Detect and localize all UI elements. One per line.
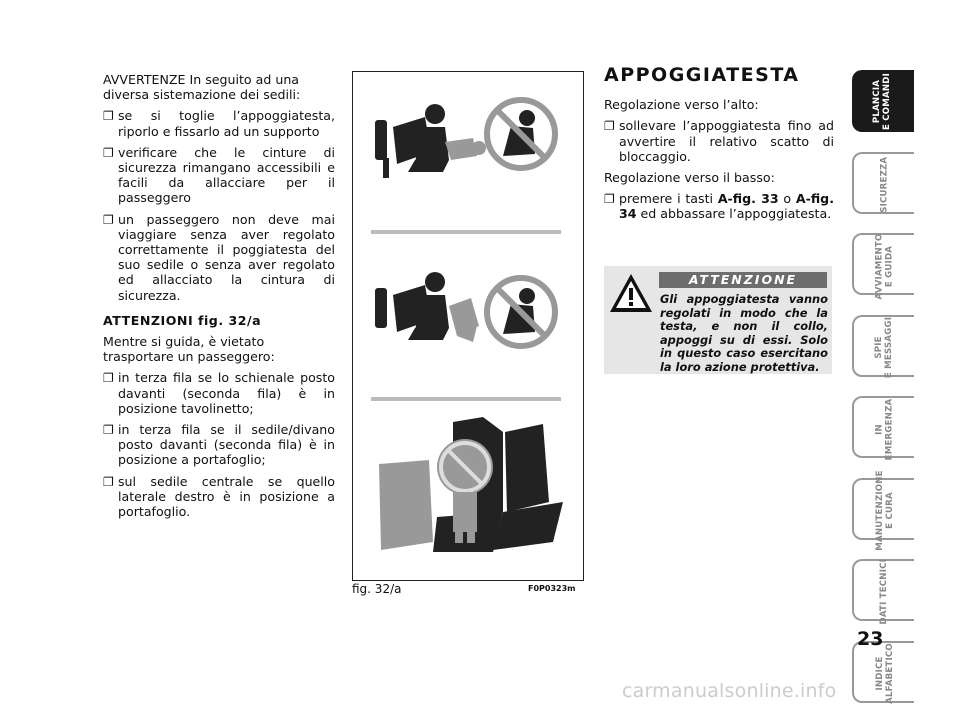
watermark: carmanualsonline.info: [622, 680, 837, 702]
tab-label: [854, 561, 916, 623]
driver-figure-middle: [375, 272, 449, 340]
tab-sicurezza[interactable]: [852, 152, 914, 214]
tab-label-text: DATI TECNICI: [879, 559, 890, 625]
separator-line-2: [371, 397, 561, 401]
list-item: ❐ in terza fila se il sedile/divano posto davanti (seconda fila) è in posizione a portafoglio;: [103, 422, 335, 468]
tab-label-text: SPIE E MESSAGGI: [874, 316, 894, 379]
adjust-down-label: Regolazione verso il basso:: [604, 170, 775, 186]
tab-label: [854, 643, 916, 705]
right-column: [604, 64, 834, 228]
adjust-up-label: Regolazione verso l’alto:: [604, 97, 759, 113]
tab-avviamento-e-guida[interactable]: [852, 233, 914, 299]
seat-layout-figure: [379, 417, 563, 552]
warning-box: [604, 266, 832, 374]
tab-dati-tecnici[interactable]: [852, 559, 914, 625]
folded-seat-figure: [449, 298, 479, 342]
list-item: ❐ sollevare l’appoggiatesta fino ad avvertire il relativo scatto di bloccaggio.: [604, 118, 834, 164]
tab-spie-e-messaggi[interactable]: [852, 315, 914, 377]
tab-label: [854, 154, 916, 216]
driver-figure-top: [375, 104, 449, 178]
tab-in-emergenza[interactable]: [852, 396, 914, 458]
checkbox-bullet-icon: ❐: [103, 474, 114, 489]
prohibition-icon: [487, 100, 555, 168]
page-number: 23: [857, 628, 884, 650]
tab-label-text: INDICE ALFABETICO: [874, 643, 894, 704]
tab-label-text: SICUREZZA: [879, 156, 890, 213]
seat-illustration: [353, 72, 583, 580]
list-item: ❐ in terza fila se lo schienale posto davanti (seconda fila) è in posizione tavolinetto;: [103, 370, 335, 416]
prohibition-icon-2: [487, 278, 555, 346]
checkbox-bullet-icon: ❐: [103, 109, 114, 124]
tab-label: [852, 70, 914, 132]
tab-label: [854, 398, 916, 460]
figure-32a: [352, 71, 584, 581]
list-item: ❐ un passeggero non deve mai viaggiare senza aver regolato correttamente il poggiatesta del suo sedile o senza aver regolato ed allacciato la cintura di sicurezza.: [103, 211, 335, 303]
checkbox-bullet-icon: ❐: [103, 212, 114, 227]
tab-label: [854, 470, 916, 551]
checkbox-bullet-icon: ❐: [103, 423, 114, 438]
tab-plancia-e-comandi[interactable]: [852, 70, 914, 132]
tab-manutenzione-e-cura[interactable]: [852, 470, 914, 551]
tab-label-text: MANUTENZIONE E CURA: [874, 470, 894, 551]
tab-label: [854, 317, 916, 379]
left-column: [103, 72, 335, 525]
checkbox-bullet-icon: ❐: [604, 119, 615, 134]
list-item: ❐ premere i tasti A-fig. 33 o A-fig. 34 ed abbassare l’appoggiatesta.: [604, 191, 834, 222]
reclined-passenger-figure: [445, 138, 486, 160]
tab-label-text: IN EMERGENZA: [874, 398, 894, 460]
warning-intro: AVVERTENZE In seguito ad una diversa sistemazione dei sedili:: [103, 72, 301, 103]
paragraph: Mentre si guida, è vietato trasportare un passeggero:: [103, 334, 275, 365]
checkbox-bullet-icon: ❐: [103, 145, 114, 160]
tab-label-text: AVVIAMENTO E GUIDA: [874, 233, 894, 299]
figure-code: F0P0323m: [528, 584, 576, 593]
list-item: ❐ verificare che le cinture di sicurezza rimangano accessibili e facili da allacciare per il passeggero: [103, 144, 335, 206]
checkbox-bullet-icon: ❐: [604, 192, 615, 207]
checkbox-bullet-icon: ❐: [103, 371, 114, 386]
tab-label: [854, 235, 916, 297]
tab-label-text: PLANCIA E COMANDI: [872, 72, 892, 130]
list-item: ❐ se si toglie l’appoggiatesta, riporlo e fissarlo ad un supporto: [103, 108, 335, 139]
figure-label: fig. 32/a: [352, 582, 402, 596]
warning-text: Gli appoggiatesta vanno regolati in modo che la testa, e non il collo, appoggi su di essi. Solo in questo caso esercitano la loro azione protettiva.: [660, 292, 828, 374]
list-item: ❐ sul sedile centrale se quello laterale destro è in posizione a portafoglio.: [103, 473, 335, 520]
section-heading: ATTENZIONI fig. 32/a: [103, 312, 262, 328]
page-title: APPOGGIATESTA: [604, 64, 800, 86]
separator-line: [371, 230, 561, 234]
warning-heading: ATTENZIONE: [659, 272, 827, 288]
